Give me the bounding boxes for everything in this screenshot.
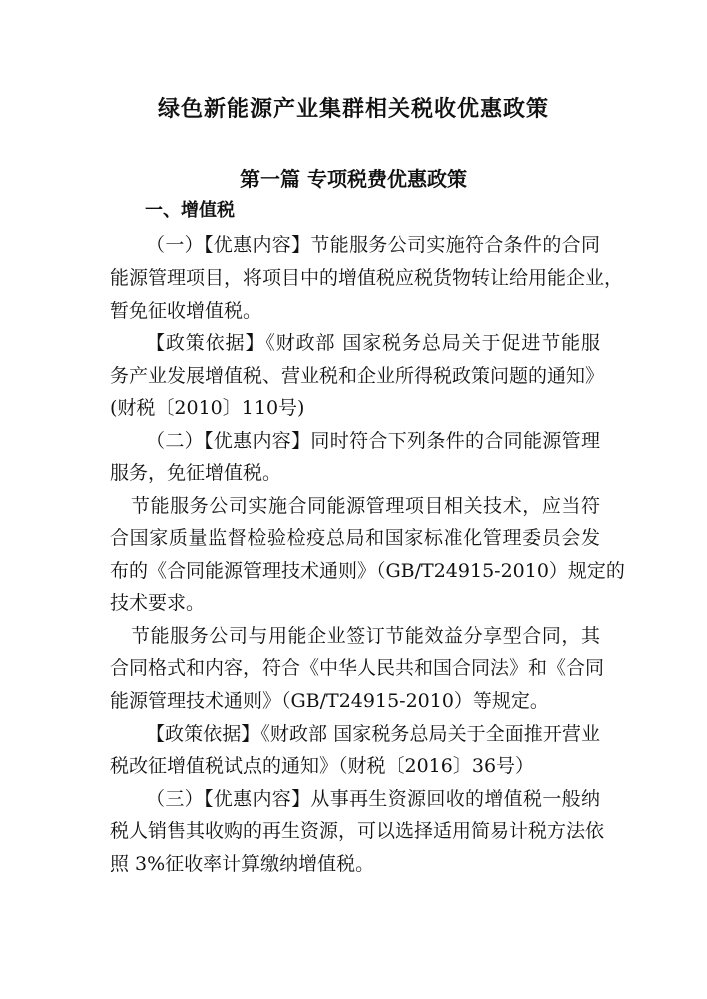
paragraph-line: 税人销售其收购的再生资源，可以选择适用简易计税方法依 [110,820,605,842]
part-title: 第一篇 专项税费优惠政策 [240,167,467,191]
paragraph-line: 布的《合同能源管理技术通则》（GB/T24915-2010）规定的 [110,560,625,582]
paragraph-line: 服务，免征增值税。 [110,462,282,484]
document-title: 绿色新能源产业集群相关税收优惠政策 [157,96,549,122]
paragraph-line: 节能服务公司实施合同能源管理项目相关技术，应当符 [131,495,600,517]
paragraph-line: 节能服务公司与用能企业签订节能效益分享型合同，其 [131,625,600,647]
paragraph-line: 务产业发展增值税、营业税和企业所得税政策问题的通知》 [110,365,605,387]
paragraph-line: 技术要求。 [110,592,206,614]
paragraph-line: 【政策依据】《财政部 国家税务总局关于促进节能服 [146,332,600,354]
paragraph-line: （二）【优惠内容】同时符合下列条件的合同能源管理 [146,430,600,452]
paragraph-line: 照 3%征收率计算缴纳增值税。 [110,853,375,875]
paragraph-line: 合国家质量监督检验检疫总局和国家标准化管理委员会发 [110,527,600,549]
paragraph-line: 合同格式和内容，符合《中华人民共和国合同法》和《合同 [110,657,605,679]
paragraph-line: （三）【优惠内容】从事再生资源回收的增值税一般纳 [146,788,600,810]
paragraph-line: 【政策依据】《财政部 国家税务总局关于全面推开营业 [146,723,600,745]
paragraph-line: （一）【优惠内容】节能服务公司实施符合条件的合同 [146,234,600,256]
paragraph-line: (财税〔2010〕110号) [110,397,305,419]
paragraph-line: 能源管理技术通则》（GB/T24915-2010）等规定。 [110,690,549,712]
paragraph-line: 能源管理项目，将项目中的增值税应税货物转让给用能企业， [110,267,624,289]
paragraph-line: 暂免征收增值税。 [110,300,263,322]
paragraph-line: 税改征增值税试点的通知》（财税〔2016〕36号） [110,755,535,777]
section-heading: 一、增值税 [145,200,235,221]
